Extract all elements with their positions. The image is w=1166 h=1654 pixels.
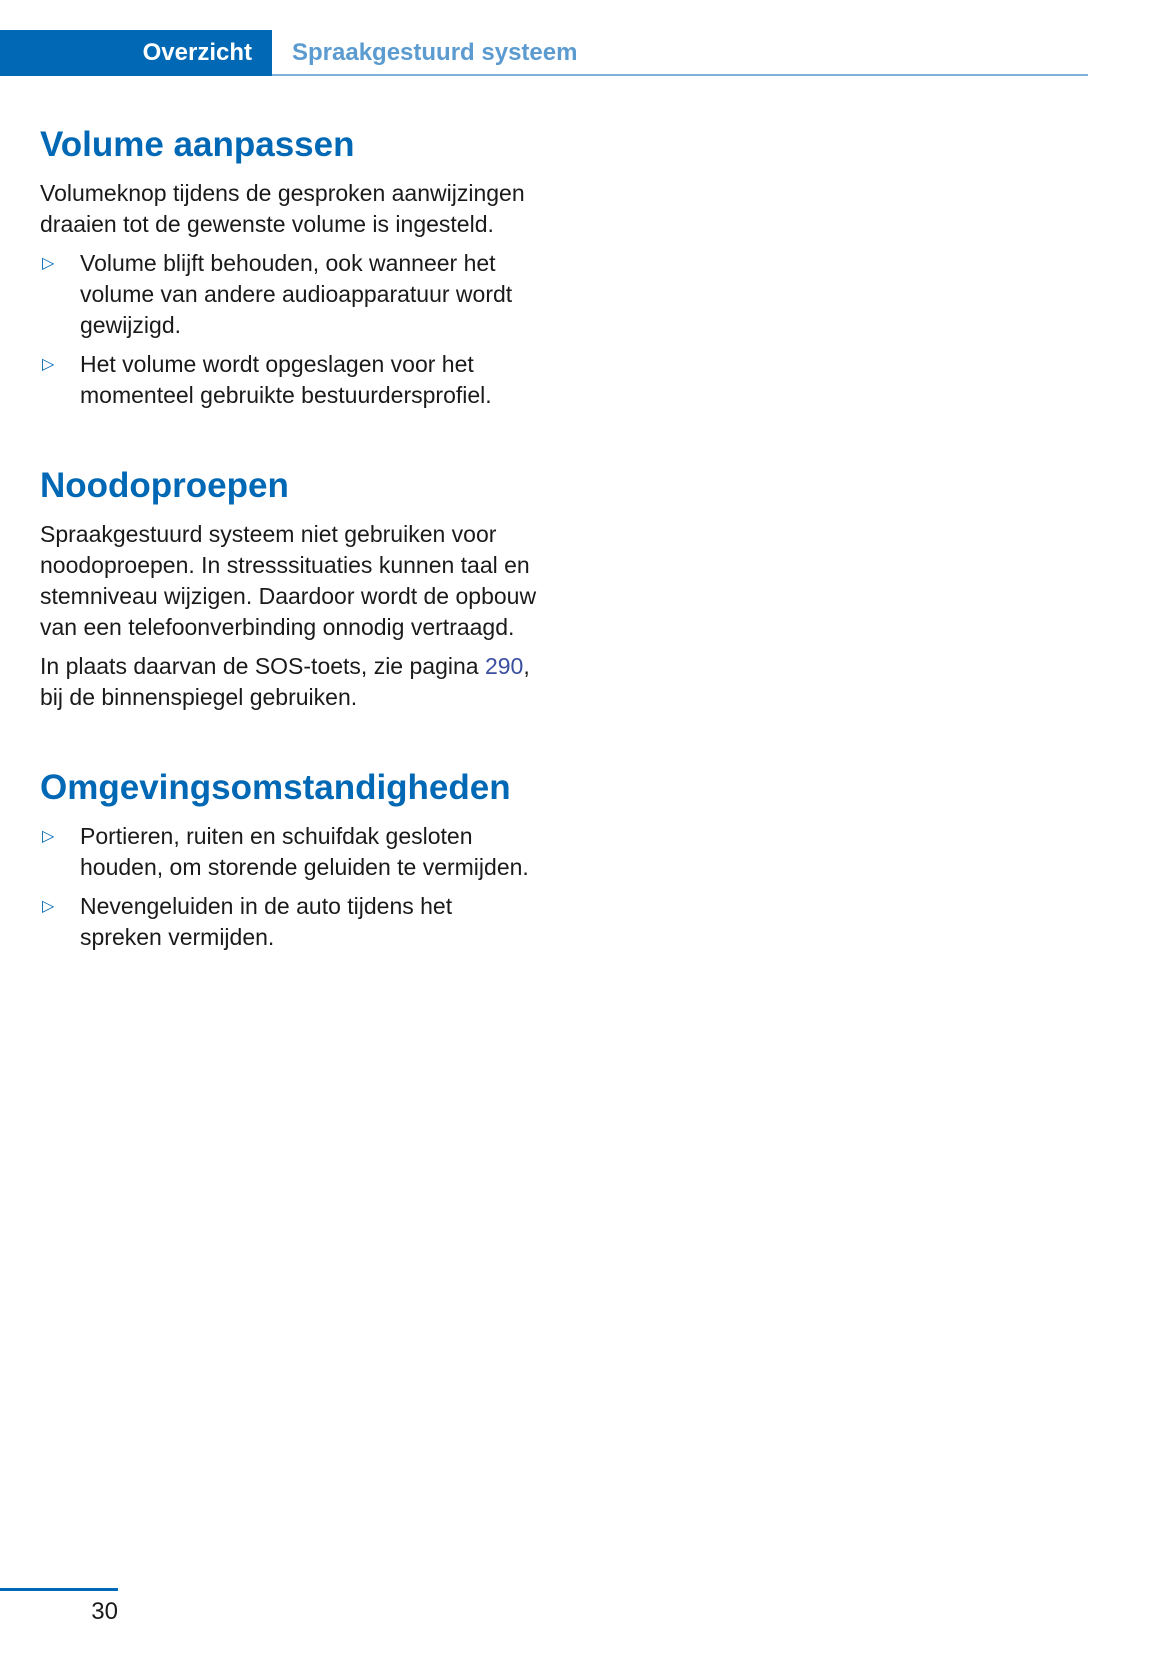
main-content [40, 120, 540, 953]
triangle-bullet-icon: ▷ [42, 356, 55, 373]
volume-bullet-list [40, 248, 540, 411]
list-item [40, 821, 540, 883]
section-title-environment: Omgevingsomstandigheden [40, 768, 511, 807]
list-item [40, 248, 540, 341]
header-chapter-tab[interactable]: Overzicht [0, 30, 272, 76]
list-item-text: Nevengeluiden in de auto tijdens het spreken vermijden. [80, 893, 453, 950]
section-title-emergency: Noodoproepen [40, 466, 289, 505]
emergency-paragraph-1: Spraakgestuurd systeem niet gebruiken voor noodoproepen. In stresssituaties kunnen taal en stemniveau wijzigen. Daardoor wordt de opbouw van een telefoonverbinding onnodig vertraagd. [40, 521, 537, 640]
header-section-title[interactable]: Spraakgestuurd systeem [292, 39, 578, 66]
list-item-text: Volume blijft behouden, ook wanneer het volume van andere audioapparatuur wordt gewijzigd. [80, 250, 513, 338]
list-item [40, 891, 540, 953]
page-number: 30 [91, 1598, 118, 1625]
emergency-paragraph-2-tail: , bij de binnenspiegel gebruiken. [40, 653, 530, 710]
section-title-volume: Volume aanpassen [40, 125, 355, 164]
section-volume [40, 120, 540, 411]
header-divider [272, 74, 1088, 76]
section-emergency [40, 461, 540, 713]
triangle-bullet-icon: ▷ [42, 898, 55, 915]
footer-divider [0, 1588, 118, 1591]
list-item-text: Het volume wordt opgeslagen voor het momenteel gebruikte bestuurdersprofiel. [80, 351, 492, 408]
environment-bullet-list [40, 821, 540, 953]
volume-intro: Volumeknop tijdens de gesproken aanwijzingen draaien tot de gewenste volume is ingesteld. [40, 180, 525, 237]
emergency-paragraph-2-text: In plaats daarvan de SOS-toets, zie pagina [40, 653, 485, 679]
section-environment [40, 763, 540, 953]
list-item [40, 349, 540, 411]
emergency-paragraph-2 [40, 651, 540, 713]
page-header [0, 30, 1088, 76]
triangle-bullet-icon: ▷ [42, 255, 55, 272]
page-reference-link[interactable]: 290 [484, 653, 524, 679]
list-item-text: Portieren, ruiten en schuifdak gesloten houden, om storende geluiden te vermijden. [80, 823, 529, 880]
triangle-bullet-icon: ▷ [42, 828, 55, 845]
